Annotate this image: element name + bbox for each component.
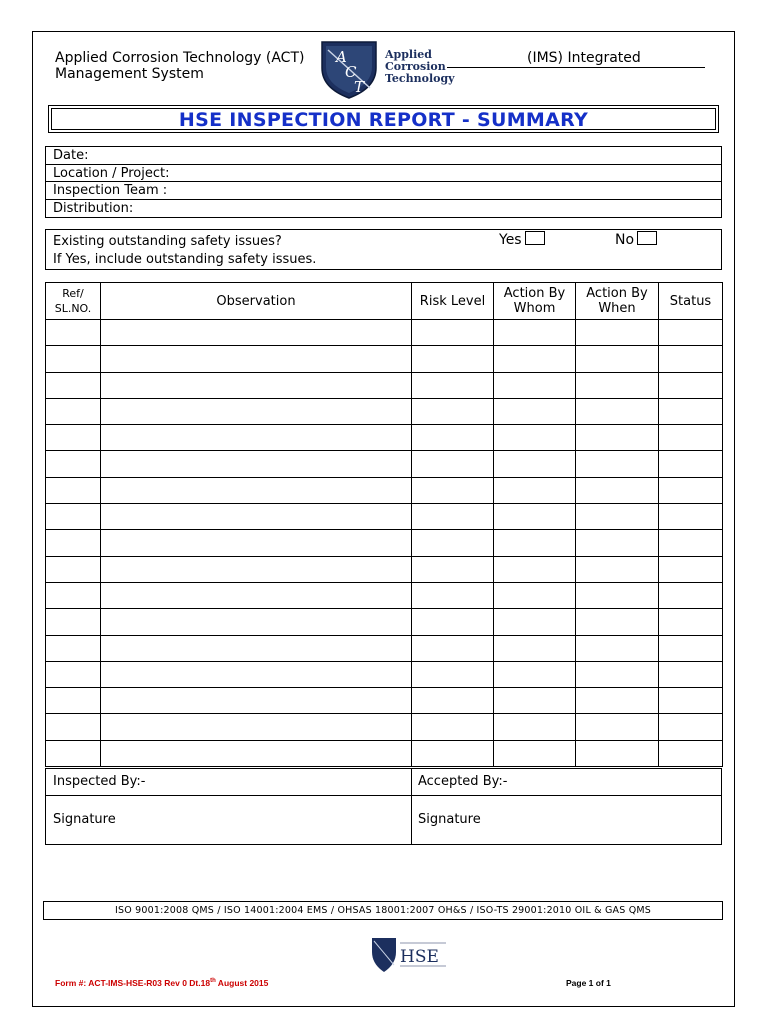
table-cell[interactable] (659, 477, 723, 503)
table-row (46, 504, 723, 530)
table-cell[interactable] (576, 635, 659, 661)
report-title: HSE INSPECTION REPORT - SUMMARY (51, 108, 716, 130)
iso-standards-box: ISO 9001:2008 QMS / ISO 14001:2004 EMS / OHSAS 18001:2007 OH&S / ISO-TS 29001:2010 OIL & GAS QMS (43, 901, 723, 920)
table-row (46, 635, 723, 661)
form-number (55, 978, 268, 988)
col-header-action-whom-line2: Whom (513, 301, 556, 316)
table-cell[interactable] (494, 320, 576, 346)
col-header-risk-level: Risk Level (412, 283, 494, 320)
table-cell[interactable] (412, 320, 494, 346)
safety-issues-question: Existing outstanding safety issues? (53, 234, 282, 249)
table-cell[interactable] (576, 504, 659, 530)
logo-word-technology: Technology (385, 72, 455, 85)
col-header-observation: Observation (101, 283, 412, 320)
table-cell[interactable] (659, 556, 723, 582)
table-cell[interactable] (46, 425, 101, 451)
accepted-by-label[interactable]: Accepted By:- (418, 774, 508, 789)
table-cell[interactable] (412, 346, 494, 372)
table-row (46, 609, 723, 635)
table-cell[interactable] (659, 714, 723, 740)
table-cell[interactable] (46, 346, 101, 372)
table-cell[interactable] (412, 504, 494, 530)
table-cell[interactable] (494, 609, 576, 635)
yes-label: Yes (499, 232, 522, 248)
table-cell[interactable] (576, 372, 659, 398)
table-cell[interactable] (494, 530, 576, 556)
header-ims-label: (IMS) Integrated (527, 50, 641, 66)
table-cell[interactable] (576, 398, 659, 424)
table-row (46, 346, 723, 372)
table-cell[interactable] (412, 661, 494, 687)
table-cell[interactable] (101, 504, 412, 530)
no-option (615, 231, 657, 248)
table-cell[interactable] (46, 398, 101, 424)
form-number-prefix: Form #: ACT-IMS-HSE-R03 Rev 0 Dt.18 (55, 978, 211, 988)
table-row (46, 740, 723, 766)
table-header-row (46, 283, 723, 320)
signature-right-label[interactable]: Signature (418, 812, 481, 827)
table-cell[interactable] (46, 504, 101, 530)
col-header-action-when-line2: When (598, 301, 636, 316)
inspected-by-label[interactable]: Inspected By:- (53, 774, 146, 789)
table-cell[interactable] (659, 635, 723, 661)
col-header-action-by-whom (494, 283, 576, 320)
header-divider (447, 67, 705, 68)
table-cell[interactable] (412, 635, 494, 661)
table-cell[interactable] (576, 688, 659, 714)
table-cell[interactable] (494, 477, 576, 503)
table-cell[interactable] (412, 451, 494, 477)
table-cell[interactable] (576, 740, 659, 766)
table-cell[interactable] (101, 609, 412, 635)
no-label: No (615, 232, 635, 248)
table-cell[interactable] (576, 477, 659, 503)
signoff-divider-horizontal (46, 795, 721, 796)
table-cell[interactable] (659, 582, 723, 608)
table-cell[interactable] (101, 530, 412, 556)
table-cell[interactable] (101, 320, 412, 346)
table-cell[interactable] (412, 556, 494, 582)
table-cell[interactable] (576, 609, 659, 635)
inspection-team-field[interactable]: Inspection Team : (46, 182, 721, 200)
table-cell[interactable] (659, 530, 723, 556)
table-cell[interactable] (494, 398, 576, 424)
signoff-divider-vertical (411, 769, 412, 844)
table-cell[interactable] (576, 320, 659, 346)
table-cell[interactable] (494, 556, 576, 582)
header-management-system: Management System (55, 66, 204, 82)
table-row (46, 425, 723, 451)
table-cell[interactable] (412, 398, 494, 424)
table-cell[interactable] (576, 556, 659, 582)
table-cell[interactable] (46, 477, 101, 503)
observations-table (45, 282, 723, 767)
logo-letter-t: T (354, 78, 365, 96)
table-row (46, 556, 723, 582)
page-number: Page 1 of 1 (566, 978, 611, 988)
logo-word-applied: Applied (385, 48, 432, 61)
table-cell[interactable] (412, 740, 494, 766)
table-cell[interactable] (576, 661, 659, 687)
table-cell[interactable] (412, 477, 494, 503)
table-row (46, 398, 723, 424)
distribution-field[interactable]: Distribution: (53, 200, 134, 216)
table-cell[interactable] (659, 451, 723, 477)
hse-logo-text: HSE (400, 947, 439, 967)
table-cell[interactable] (412, 714, 494, 740)
table-cell[interactable] (46, 556, 101, 582)
no-checkbox[interactable] (637, 231, 657, 245)
table-cell[interactable] (412, 688, 494, 714)
yes-checkbox[interactable] (525, 231, 545, 245)
table-cell[interactable] (576, 582, 659, 608)
table-cell[interactable] (494, 740, 576, 766)
table-cell[interactable] (46, 582, 101, 608)
info-fields-box (45, 146, 722, 218)
table-cell[interactable] (576, 425, 659, 451)
logo-word-corrosion: Corrosion (385, 60, 446, 73)
table-cell[interactable] (494, 451, 576, 477)
logo-letter-a: A (336, 48, 347, 66)
col-header-action-when-line1: Action By (586, 286, 648, 301)
table-cell[interactable] (101, 372, 412, 398)
table-cell[interactable] (659, 661, 723, 687)
table-cell[interactable] (46, 714, 101, 740)
header-company-name: Applied Corrosion Technology (ACT) (55, 50, 305, 66)
table-cell[interactable] (101, 582, 412, 608)
table-row (46, 661, 723, 687)
table-cell[interactable] (494, 582, 576, 608)
table-cell[interactable] (46, 530, 101, 556)
table-cell[interactable] (659, 346, 723, 372)
safety-issues-box (45, 229, 722, 270)
table-cell[interactable] (101, 451, 412, 477)
table-row (46, 530, 723, 556)
signoff-box (45, 768, 722, 845)
date-field[interactable]: Date: (46, 147, 721, 165)
yes-option (499, 231, 545, 248)
col-header-ref (46, 283, 101, 320)
table-cell[interactable] (576, 530, 659, 556)
table-row (46, 320, 723, 346)
table-cell[interactable] (101, 477, 412, 503)
table-cell[interactable] (46, 740, 101, 766)
col-header-status: Status (659, 283, 723, 320)
table-row (46, 688, 723, 714)
table-cell[interactable] (659, 688, 723, 714)
table-cell[interactable] (659, 740, 723, 766)
table-cell[interactable] (494, 661, 576, 687)
table-cell[interactable] (101, 398, 412, 424)
table-cell[interactable] (659, 372, 723, 398)
table-cell[interactable] (101, 346, 412, 372)
table-cell[interactable] (412, 582, 494, 608)
table-row (46, 477, 723, 503)
table-row (46, 714, 723, 740)
table-cell[interactable] (412, 530, 494, 556)
table-cell[interactable] (412, 425, 494, 451)
table-cell[interactable] (46, 635, 101, 661)
table-cell[interactable] (46, 661, 101, 687)
table-cell[interactable] (101, 425, 412, 451)
table-cell[interactable] (412, 609, 494, 635)
table-cell[interactable] (576, 714, 659, 740)
table-cell[interactable] (101, 661, 412, 687)
logo-wordmark (385, 49, 455, 85)
table-cell[interactable] (46, 372, 101, 398)
table-cell[interactable] (659, 425, 723, 451)
table-cell[interactable] (659, 609, 723, 635)
table-cell[interactable] (101, 714, 412, 740)
col-header-action-by-when (576, 283, 659, 320)
table-cell[interactable] (659, 504, 723, 530)
table-cell[interactable] (494, 635, 576, 661)
table-cell[interactable] (101, 635, 412, 661)
table-cell[interactable] (412, 372, 494, 398)
act-shield-logo (318, 38, 380, 100)
location-project-field[interactable]: Location / Project: (46, 165, 721, 183)
table-cell[interactable] (576, 451, 659, 477)
table-cell[interactable] (494, 425, 576, 451)
table-row (46, 372, 723, 398)
table-cell[interactable] (494, 372, 576, 398)
table-cell[interactable] (494, 504, 576, 530)
logo-letter-c: C (345, 63, 357, 81)
table-cell[interactable] (494, 346, 576, 372)
form-number-suffix: August 2015 (215, 978, 269, 988)
table-cell[interactable] (46, 451, 101, 477)
col-header-action-whom-line1: Action By (503, 286, 566, 301)
table-cell[interactable] (101, 740, 412, 766)
table-cell[interactable] (46, 609, 101, 635)
observations-body (46, 320, 723, 767)
table-cell[interactable] (494, 688, 576, 714)
table-cell[interactable] (659, 398, 723, 424)
table-cell[interactable] (101, 556, 412, 582)
table-cell[interactable] (46, 688, 101, 714)
table-cell[interactable] (101, 688, 412, 714)
form-number-sup: th (210, 978, 216, 985)
signature-left-label[interactable]: Signature (53, 812, 116, 827)
table-row (46, 451, 723, 477)
col-header-ref-line1: Ref/ (62, 287, 84, 300)
col-header-ref-line2: SL.NO. (54, 302, 92, 315)
safety-issues-instruction: If Yes, include outstanding safety issues. (53, 252, 317, 267)
hse-footer-logo (366, 932, 450, 984)
table-cell[interactable] (659, 320, 723, 346)
table-cell[interactable] (576, 346, 659, 372)
report-title-box (48, 105, 719, 133)
table-row (46, 582, 723, 608)
table-cell[interactable] (494, 714, 576, 740)
table-cell[interactable] (46, 320, 101, 346)
